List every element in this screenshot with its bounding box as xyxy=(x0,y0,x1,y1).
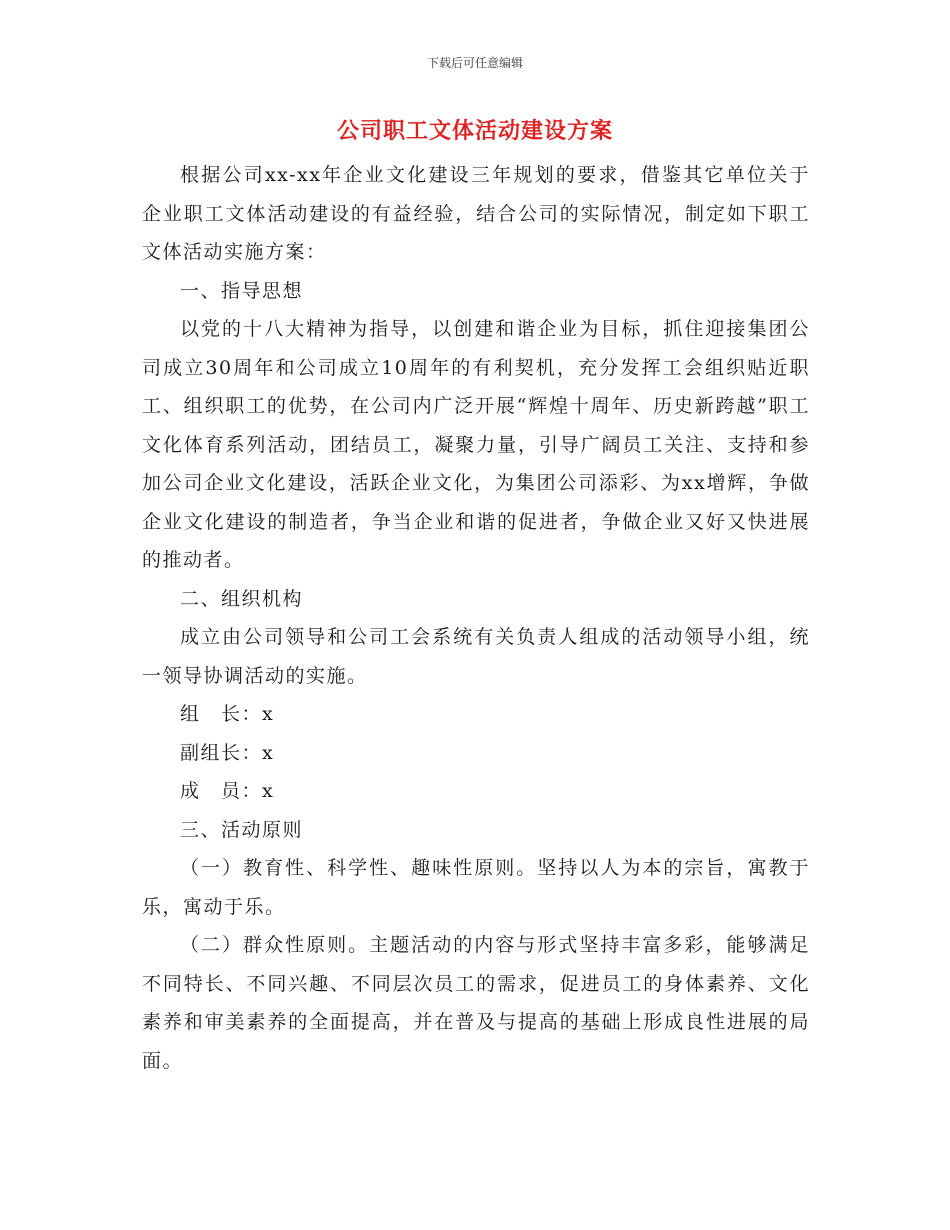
organization-paragraph: 成立由公司领导和公司工会系统有关负责人组成的活动领导小组，统一领导协调活动的实施。 xyxy=(142,626,810,687)
section-heading-guiding-ideology: 一、指导思想 xyxy=(180,279,304,302)
member-leader: 组 长：x xyxy=(180,703,275,725)
intro-paragraph: 根据公司xx-xx年企业文化建设三年规划的要求，借鉴其它单位关于企业职工文体活动建设的有益经验，结合公司的实际情况，制定如下职工文体活动实施方案： xyxy=(142,164,810,263)
section-heading-principles: 三、活动原则 xyxy=(180,818,304,841)
guiding-ideology-paragraph: 以党的十八大精神为指导，以创建和谐企业为目标，抓住迎接集团公司成立30周年和公司成立10周年的有利契机，充分发挥工会组织贴近职工、组织职工的优势，在公司内广泛开展“辉煌十周年、历史新跨越”职工文化体育系列活动，团结员工，凝聚力量，引导广阔员工关注、支持和参加公司企业文化建设，活跃企业文化，为集团公司添彩、为xx增辉，争做企业文化建设的制造者，争当企业和谐的促进者，争做企业又好又快进展的推动者。 xyxy=(142,318,810,571)
section-heading-organization: 二、组织机构 xyxy=(180,587,304,610)
member-members: 成 员：x xyxy=(180,780,275,802)
principle-two-paragraph: （二）群众性原则。主题活动的内容与形式坚持丰富多彩，能够满足不同特长、不同兴趣、不同层次员工的需求，促进员工的身体素养、文化素养和审美素养的全面提高，并在普及与提高的基础上形成良性进展的局面。 xyxy=(142,934,810,1072)
member-deputy-leader: 副组长：x xyxy=(180,741,275,764)
document-title: 公司职工文体活动建设方案 xyxy=(336,118,613,144)
document-body xyxy=(142,156,810,1080)
page-header-note: 下载后可任意编辑 xyxy=(426,56,523,70)
principle-one-paragraph: （一）教育性、科学性、趣味性原则。坚持以人为本的宗旨，寓教于乐，寓动于乐。 xyxy=(142,857,810,918)
